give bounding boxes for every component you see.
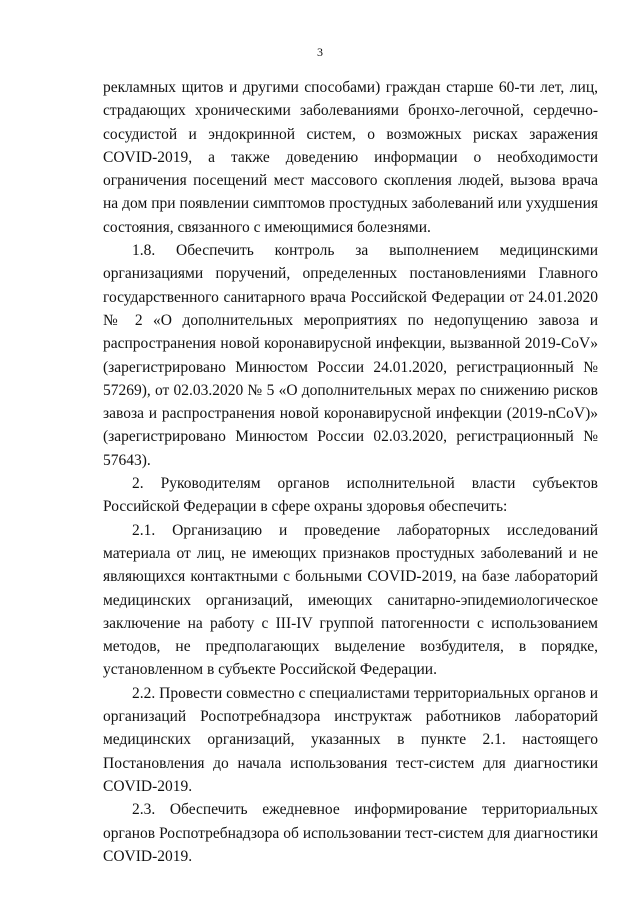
paragraph-2: 2. Руководителям органов исполнительной власти субъектов Российской Федерации в сфере охраны здоровья обеспечить: [103,475,598,516]
document-body [103,76,598,868]
page-number: 3 [317,45,323,59]
paragraph-2-2: 2.2. Провести совместно с специалистами территориальных органов и организаций Роспотребнадзора инструктаж работников лабораторий медицинских организаций, указанных в пункте 2.1. настоящего Постановления до начала использования тест-систем для диагностики COVID-2019. [103,684,598,795]
paragraph-continuation: рекламных щитов и другими способами) граждан старше 60-ти лет, лиц, страдающих хроническими заболеваниями бронхо-легочной, сердечно-сосудистой и эндокринной систем, о возможных рисках заражения COVID-2019, а также доведению информации о необходимости ограничения посещений мест массового скопления людей, вызова врача на дом при появлении симптомов простудных заболеваний или ухудшения состояния, связанного с имеющимися болезнями. [103,79,598,236]
paragraph-1-8: 1.8. Обеспечить контроль за выполнением медицинскими организациями поручений, определенных постановлениями Главного государственного санитарного врача Российской Федерации от 24.01.2020 № 2 «О дополнительных мероприятиях по недопущению завоза и распространения новой коронавирусной инфекции, вызванной 2019-CoV» (зарегистрировано Минюстом России 24.01.2020, регистрационный № 57269), от 02.03.2020 № 5 «О дополнительных мерах по снижению рисков завоза и распространения новой коронавирусной инфекции (2019-nCoV)» (зарегистрировано Минюстом России 02.03.2020, регистрационный № 57643). [103,242,598,469]
paragraph-2-1: 2.1. Организацию и проведение лабораторных исследований материала от лиц, не имеющих признаков простудных заболеваний и не являющихся контактными с больными COVID-2019, на базе лабораторий медицинских организаций, имеющих санитарно-эпидемиологическое заключение на работу с III-IV группой патогенности с использованием методов, не предполагающих выделение возбудителя, в порядке, установленном в субъекте Российской Федерации. [103,521,598,679]
paragraph-2-3: 2.3. Обеспечить ежедневное информирование территориальных органов Роспотребнадзора об использовании тест-систем для диагностики COVID-2019. [103,801,598,865]
